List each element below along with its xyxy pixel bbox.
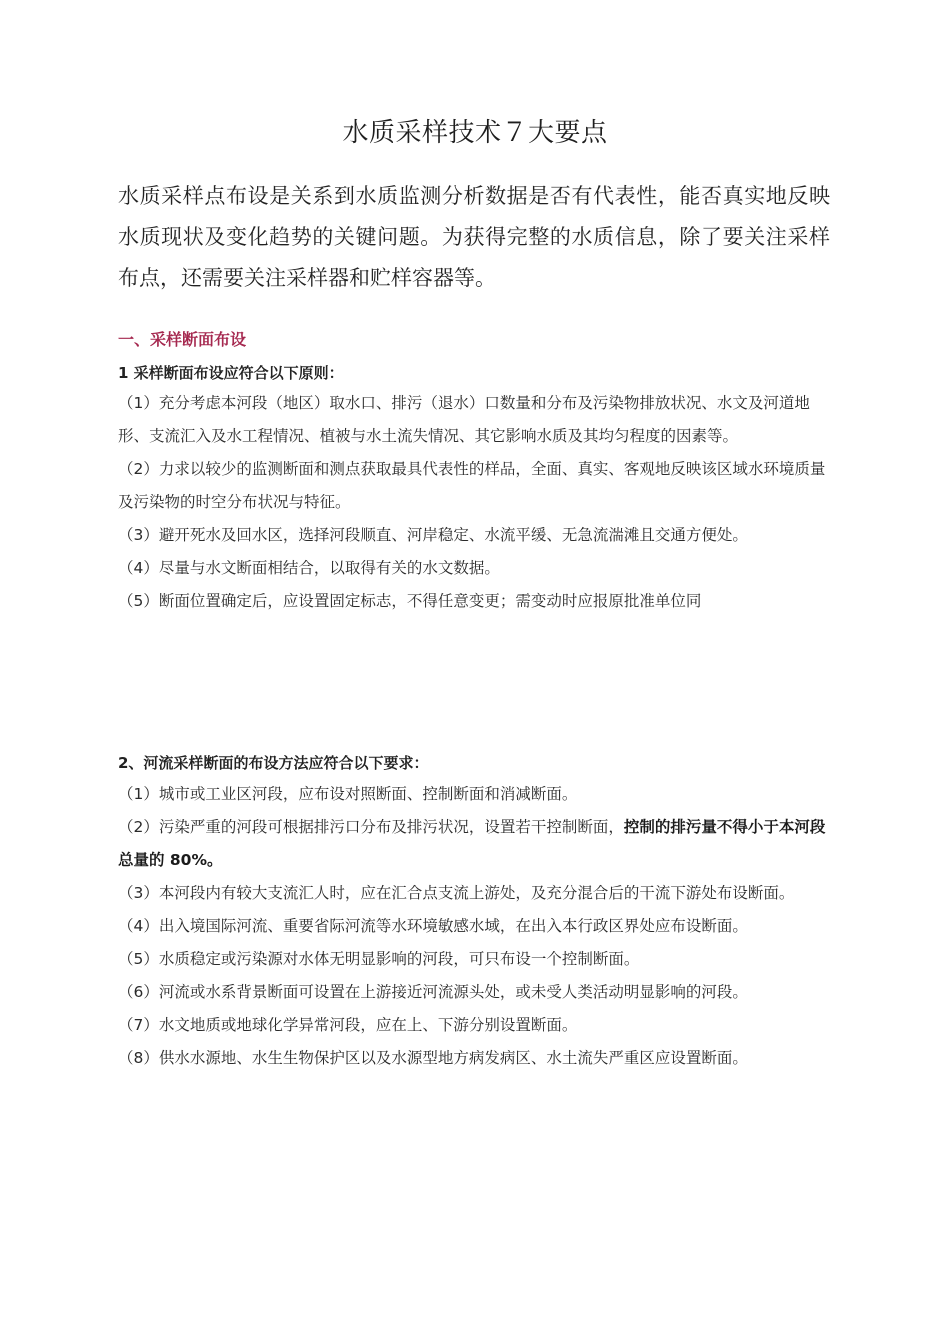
list-item-text: （5）水质稳定或污染源对水体无明显影响的河段，可只布设一个控制断面。 <box>118 950 640 968</box>
list-item-text: （7）水文地质或地球化学异常河段，应在上、下游分别设置断面。 <box>118 1016 578 1034</box>
list-item-text: （6）河流或水系背景断面可设置在上游接近河流源头处，或未受人类活动明显影响的河段。 <box>118 983 748 1001</box>
list-item <box>118 1009 830 1042</box>
subheading-river-methods: 2、河流采样断面的布设方法应符合以下要求： <box>118 754 429 772</box>
list-item <box>118 778 830 811</box>
list-item-text: （3）本河段内有较大支流汇人时，应在汇合点支流上游处，及充分混合后的干流下游处布设断面。 <box>118 884 795 902</box>
list-item <box>118 1042 830 1075</box>
list-item-text: （1）城市或工业区河段，应布设对照断面、控制断面和消减断面。 <box>118 785 578 803</box>
list-item-text: （8）供水水源地、水生生物保护区以及水源型地方病发病区、水土流失严重区应设置断面。 <box>118 1049 748 1067</box>
list-item <box>118 943 830 976</box>
list-item-text: （5）断面位置确定后，应设置固定标志，不得任意变更；需变动时应报原批准单位同 <box>118 592 702 610</box>
list-item-bold-text: 控制的排污量不得小于本河段总量的 80%。 <box>118 818 826 869</box>
list-item-text: （2）污染严重的河段可根据排污口分布及排污状况，设置若干控制断面， <box>118 818 624 836</box>
list-item-text: （3）避开死水及回水区，选择河段顺直、河岸稳定、水流平缓、无急流湍滩且交通方便处。 <box>118 526 748 544</box>
document-title: 水质采样技术７大要点 <box>342 118 608 148</box>
list-item <box>118 453 830 519</box>
list-item <box>118 811 830 877</box>
list-item <box>118 910 830 943</box>
list-item <box>118 387 830 453</box>
intro-paragraph: 水质采样点布设是关系到水质监测分析数据是否有代表性，能否真实地反映水质现状及变化趋势的关键问题。为获得完整的水质信息，除了要关注采样布点，还需要关注采样器和贮样容器等。 <box>118 184 830 290</box>
principles-list <box>118 387 830 618</box>
river-methods-list <box>118 778 830 1075</box>
section-heading-sampling-layout: 一、采样断面布设 <box>118 330 247 349</box>
list-item-text: （4）尽量与水文断面相结合，以取得有关的水文数据。 <box>118 559 500 577</box>
subheading-principles: 1 采样断面布设应符合以下原则： <box>118 364 344 382</box>
list-item <box>118 552 830 585</box>
list-item-text: （2）力求以较少的监测断面和测点获取最具代表性的样品，全面、真实、客观地反映该区域水环境质量及污染物的时空分布状况与特征。 <box>118 460 826 511</box>
list-item <box>118 877 830 910</box>
list-item <box>118 585 830 618</box>
list-item <box>118 519 830 552</box>
list-item-text: （1）充分考虑本河段（地区）取水口、排污（退水）口数量和分布及污染物排放状况、水文及河道地形、支流汇入及水工程情况、植被与水土流失情况、其它影响水质及其均匀程度的因素等。 <box>118 394 810 445</box>
list-item <box>118 976 830 1009</box>
list-item-text: （4）出入境国际河流、重要省际河流等水环境敏感水域，在出入本行政区界处应布设断面。 <box>118 917 748 935</box>
